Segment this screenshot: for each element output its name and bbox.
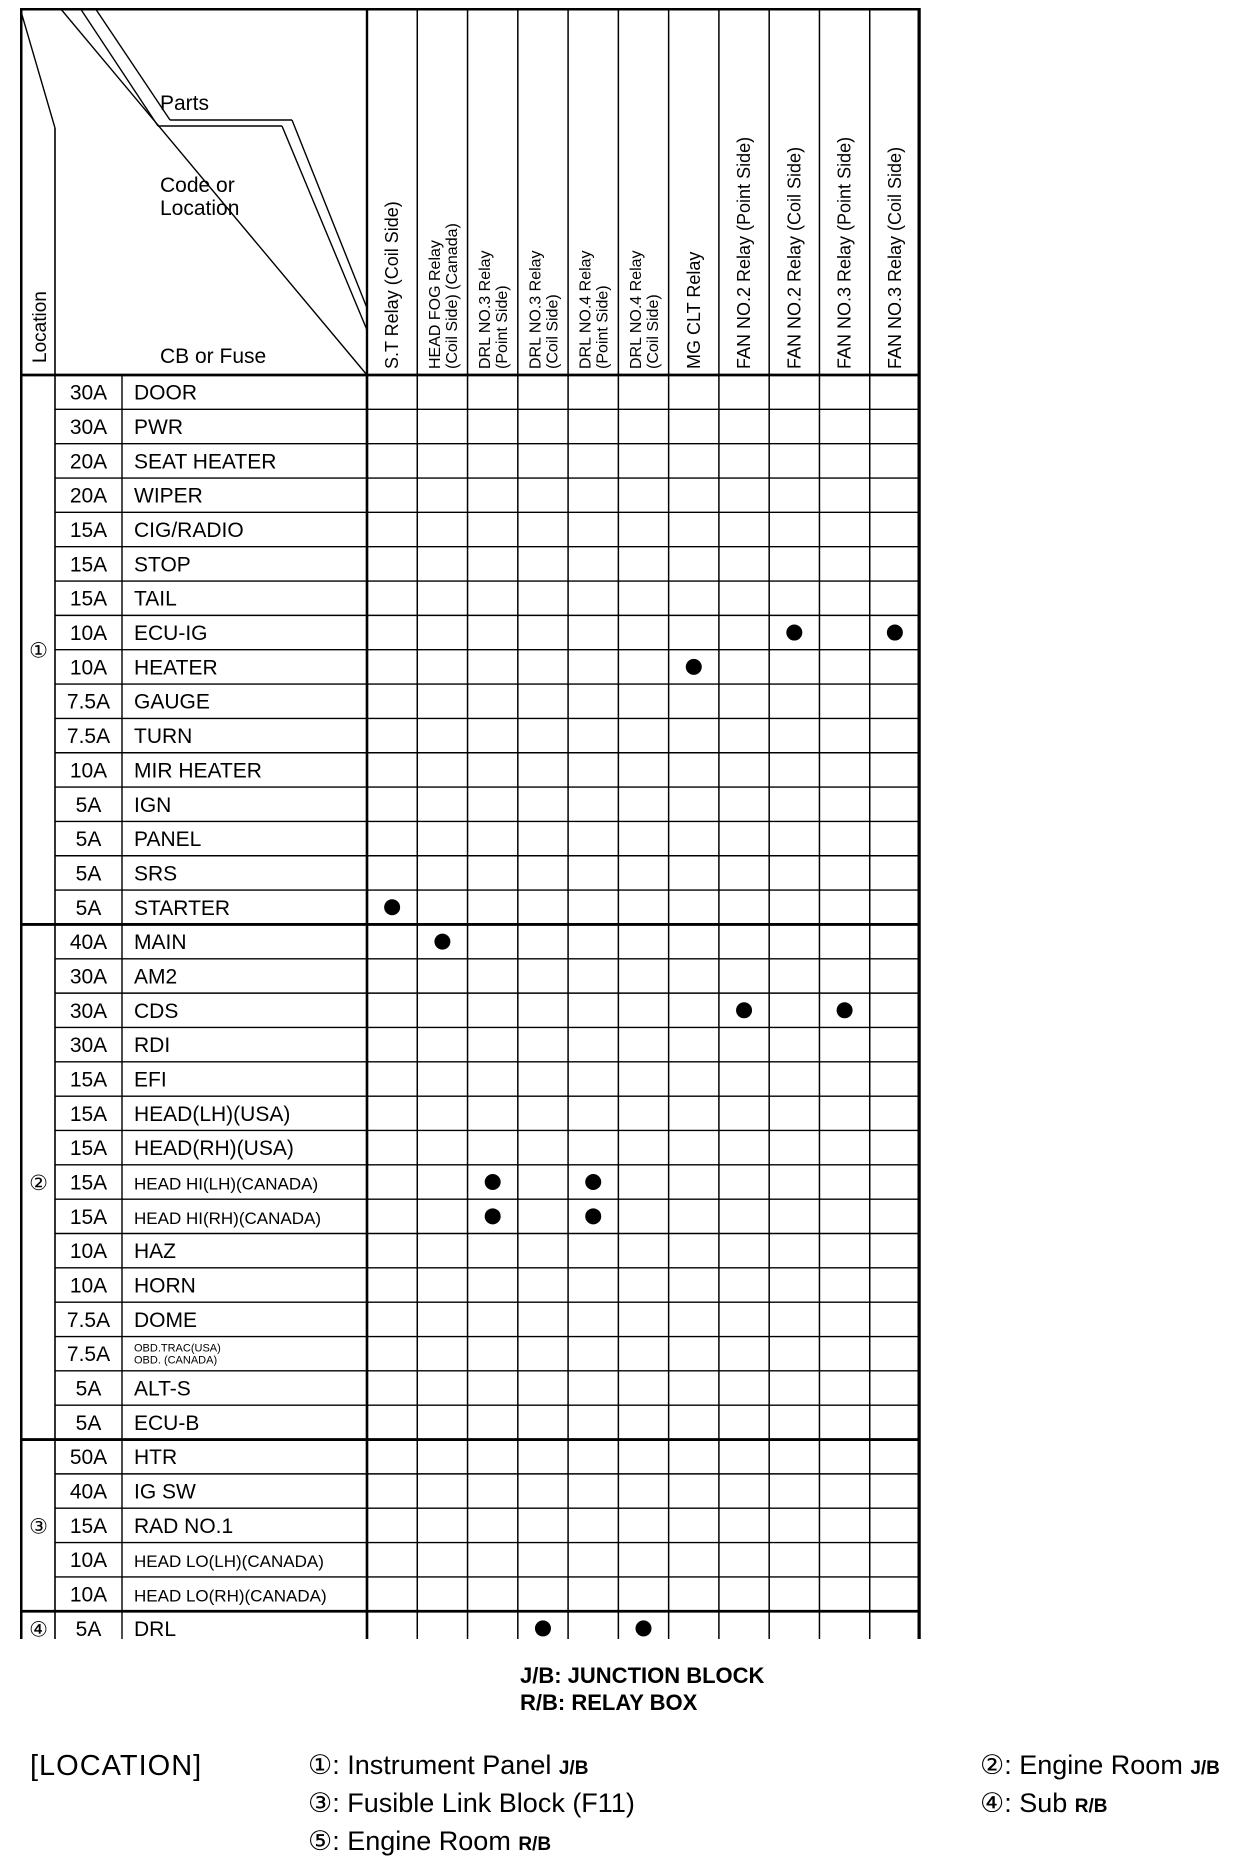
fuse-amperage: 5A bbox=[75, 1617, 102, 1639]
header-diagonal bbox=[292, 120, 367, 308]
legend-item-4 bbox=[980, 1788, 1108, 1819]
fuse-relay-table bbox=[20, 8, 922, 1639]
parts-header-label: Parts bbox=[160, 92, 210, 115]
fuse-amperage: 15A bbox=[69, 1171, 108, 1195]
fuse-name: HEAD HI(RH)(CANADA) bbox=[134, 1208, 321, 1228]
fuse-name: HEATER bbox=[134, 656, 218, 680]
connection-dot bbox=[736, 1002, 752, 1018]
fuse-name: SEAT HEATER bbox=[134, 450, 277, 474]
location-code: ④ bbox=[29, 1618, 48, 1639]
fuse-name: HEAD(LH)(USA) bbox=[134, 1102, 291, 1126]
fuse-name: CIG/RADIO bbox=[134, 519, 244, 543]
fuse-amperage: 7.5A bbox=[66, 725, 111, 749]
fuse-amperage: 10A bbox=[69, 1549, 108, 1573]
location-code: ② bbox=[29, 1171, 48, 1195]
legend-tag: R/B bbox=[1074, 1796, 1108, 1817]
fuse-name: HAZ bbox=[134, 1240, 176, 1264]
fuse-amperage: 10A bbox=[69, 1240, 108, 1264]
fuse-name: TURN bbox=[134, 725, 193, 749]
fuse-amperage: 5A bbox=[75, 896, 102, 920]
relay-column-header: FAN NO.2 Relay (Coil Side) bbox=[784, 146, 805, 369]
fuse-amperage: 15A bbox=[69, 1137, 108, 1161]
legend-text: : Engine Room bbox=[332, 1826, 519, 1856]
fuse-amperage: 40A bbox=[69, 1480, 108, 1504]
fuse-name: WIPER bbox=[134, 484, 203, 508]
connection-dot bbox=[887, 625, 903, 641]
fuse-name: MAIN bbox=[134, 931, 187, 955]
relay-column-header: (Coil Side) bbox=[544, 294, 562, 369]
legend-item-5 bbox=[308, 1826, 551, 1857]
legend-item-3 bbox=[308, 1788, 635, 1819]
location-code: ① bbox=[29, 639, 48, 663]
fuse-amperage: 20A bbox=[69, 484, 108, 508]
fuse-name: HTR bbox=[134, 1446, 178, 1470]
fuse-amperage: 40A bbox=[69, 931, 108, 955]
legend-tag: J/B bbox=[1190, 1758, 1220, 1779]
fuse-amperage: 7.5A bbox=[66, 1308, 111, 1332]
fuse-name: OBD.TRAC(USA) bbox=[134, 1342, 221, 1355]
fuse-name: HEAD LO(RH)(CANADA) bbox=[134, 1586, 327, 1606]
legend-tag: R/B bbox=[518, 1834, 552, 1855]
fuse-amperage: 5A bbox=[75, 1377, 102, 1401]
fuse-amperage: 15A bbox=[69, 553, 108, 577]
relay-column-header: DRL NO.4 Relay bbox=[577, 250, 595, 369]
rb-abbreviation: R/B: RELAY BOX bbox=[520, 1690, 698, 1715]
relay-column-header: S.T Relay (Coil Side) bbox=[382, 201, 403, 369]
connection-dot bbox=[485, 1174, 501, 1190]
legend-item-2 bbox=[980, 1750, 1220, 1781]
fuse-amperage: 30A bbox=[69, 1034, 108, 1058]
legend-tag: J/B bbox=[558, 1758, 589, 1779]
connection-dot bbox=[485, 1208, 501, 1224]
fuse-name: TAIL bbox=[134, 587, 177, 611]
code-header-label: Code or bbox=[160, 174, 235, 197]
relay-column-header: DRL NO.4 Relay bbox=[628, 250, 645, 369]
fuse-name: STARTER bbox=[134, 896, 231, 920]
relay-column-header: FAN NO.2 Relay (Point Side) bbox=[734, 136, 754, 369]
cb-fuse-header-label: CB or Fuse bbox=[160, 345, 267, 368]
fuse-amperage: 7.5A bbox=[66, 1343, 111, 1367]
fuse-name: MIR HEATER bbox=[134, 759, 262, 783]
fuse-name: DRL bbox=[134, 1617, 177, 1639]
fuse-amperage: 15A bbox=[69, 1514, 108, 1538]
relay-column-header: DRL NO.3 Relay bbox=[527, 250, 545, 369]
header-diagonal bbox=[80, 8, 158, 126]
fuse-name: HEAD LO(LH)(CANADA) bbox=[134, 1552, 324, 1572]
connection-dot bbox=[434, 934, 450, 950]
fuse-amperage: 10A bbox=[69, 622, 108, 646]
fuse-amperage: 5A bbox=[75, 828, 102, 852]
abbreviation-notes bbox=[520, 1662, 764, 1716]
fuse-amperage: 30A bbox=[69, 381, 108, 405]
fuse-name: PWR bbox=[134, 416, 183, 440]
location-code: ③ bbox=[29, 1515, 48, 1539]
fuse-name: RDI bbox=[134, 1034, 171, 1058]
fuse-amperage: 10A bbox=[69, 759, 108, 783]
fuse-amperage: 5A bbox=[75, 793, 102, 817]
relay-column-header: FAN NO.3 Relay (Point Side) bbox=[834, 136, 855, 369]
fuse-amperage: 30A bbox=[69, 965, 108, 989]
connection-dot bbox=[535, 1620, 551, 1636]
fuse-amperage: 30A bbox=[69, 999, 108, 1023]
relay-column-header: MG CLT Relay bbox=[683, 251, 704, 369]
header-diagonal bbox=[20, 8, 55, 128]
fuse-name: ALT-S bbox=[134, 1377, 191, 1401]
fuse-amperage: 20A bbox=[69, 450, 108, 474]
fuse-name: DOME bbox=[134, 1308, 197, 1332]
relay-column-header: FAN NO.3 Relay (Coil Side) bbox=[884, 146, 905, 369]
legend-text: : Fusible Link Block (F11) bbox=[332, 1788, 635, 1818]
fuse-name: RAD NO.1 bbox=[134, 1514, 234, 1538]
fuse-amperage: 10A bbox=[69, 1274, 108, 1298]
fuse-name: IG SW bbox=[134, 1480, 196, 1504]
fuse-amperage: 15A bbox=[69, 519, 108, 543]
fuse-name: PANEL bbox=[134, 828, 202, 852]
legend-text: : Instrument Panel bbox=[332, 1750, 559, 1780]
fuse-name: SRS bbox=[134, 862, 178, 886]
fuse-name: DOOR bbox=[134, 381, 197, 405]
jb-abbreviation: J/B: JUNCTION BLOCK bbox=[520, 1663, 765, 1688]
legend-number: ⑤ bbox=[308, 1826, 333, 1856]
fuse-amperage: 15A bbox=[69, 587, 108, 611]
fuse-amperage: 10A bbox=[69, 1583, 108, 1607]
connection-dot bbox=[585, 1174, 601, 1190]
relay-column-header: DRL NO.3 Relay bbox=[477, 250, 495, 369]
connection-dot bbox=[837, 1002, 853, 1018]
fuse-name: HEAD HI(LH)(CANADA) bbox=[134, 1174, 319, 1194]
fuse-name: CDS bbox=[134, 999, 179, 1023]
fuse-amperage: 15A bbox=[69, 1068, 108, 1092]
connection-dot bbox=[585, 1208, 601, 1224]
fuse-amperage: 5A bbox=[75, 862, 102, 886]
legend-text: : Engine Room bbox=[1004, 1750, 1191, 1780]
fuse-name: IGN bbox=[134, 793, 172, 817]
legend-number: ③ bbox=[308, 1788, 333, 1818]
relay-column-header: (Coil Side) (Canada) bbox=[443, 223, 461, 369]
fuse-name: ECU-B bbox=[134, 1411, 200, 1435]
relay-column-header: HEAD FOG Relay bbox=[426, 240, 444, 369]
location-header-label: Location bbox=[30, 291, 51, 363]
fuse-name: ECU-IG bbox=[134, 622, 208, 646]
legend-item-1 bbox=[308, 1750, 588, 1781]
connection-dot bbox=[384, 899, 400, 915]
connection-dot bbox=[686, 659, 702, 675]
relay-column-header: (Point Side) bbox=[494, 285, 512, 369]
legend-number: ① bbox=[308, 1750, 333, 1780]
legend-number: ④ bbox=[980, 1788, 1005, 1818]
fuse-amperage: 7.5A bbox=[66, 690, 111, 714]
fuse-name: HORN bbox=[134, 1274, 196, 1298]
relay-column-header: (Point Side) bbox=[594, 285, 612, 369]
fuse-name: OBD. (CANADA) bbox=[134, 1354, 218, 1367]
relay-column-header: (Coil Side) bbox=[645, 294, 662, 369]
fuse-amperage: 10A bbox=[69, 656, 108, 680]
legend-text: : Sub bbox=[1004, 1788, 1075, 1818]
fuse-name: EFI bbox=[134, 1068, 167, 1092]
header-diagonal bbox=[282, 126, 367, 330]
code-header-label: Location bbox=[160, 197, 240, 220]
fuse-amperage: 30A bbox=[69, 416, 108, 440]
fuse-amperage: 50A bbox=[69, 1446, 108, 1470]
fuse-name: AM2 bbox=[134, 965, 178, 989]
legend-number: ② bbox=[980, 1750, 1005, 1780]
connection-dot bbox=[786, 625, 802, 641]
fuse-name: GAUGE bbox=[134, 690, 210, 714]
connection-dot bbox=[636, 1620, 652, 1636]
fuse-amperage: 15A bbox=[69, 1205, 108, 1229]
fuse-amperage: 15A bbox=[69, 1102, 108, 1126]
fuse-name: HEAD(RH)(USA) bbox=[134, 1137, 294, 1161]
fuse-name: STOP bbox=[134, 553, 191, 577]
location-legend-title: [LOCATION] bbox=[30, 1750, 203, 1782]
fuse-amperage: 5A bbox=[75, 1411, 102, 1435]
